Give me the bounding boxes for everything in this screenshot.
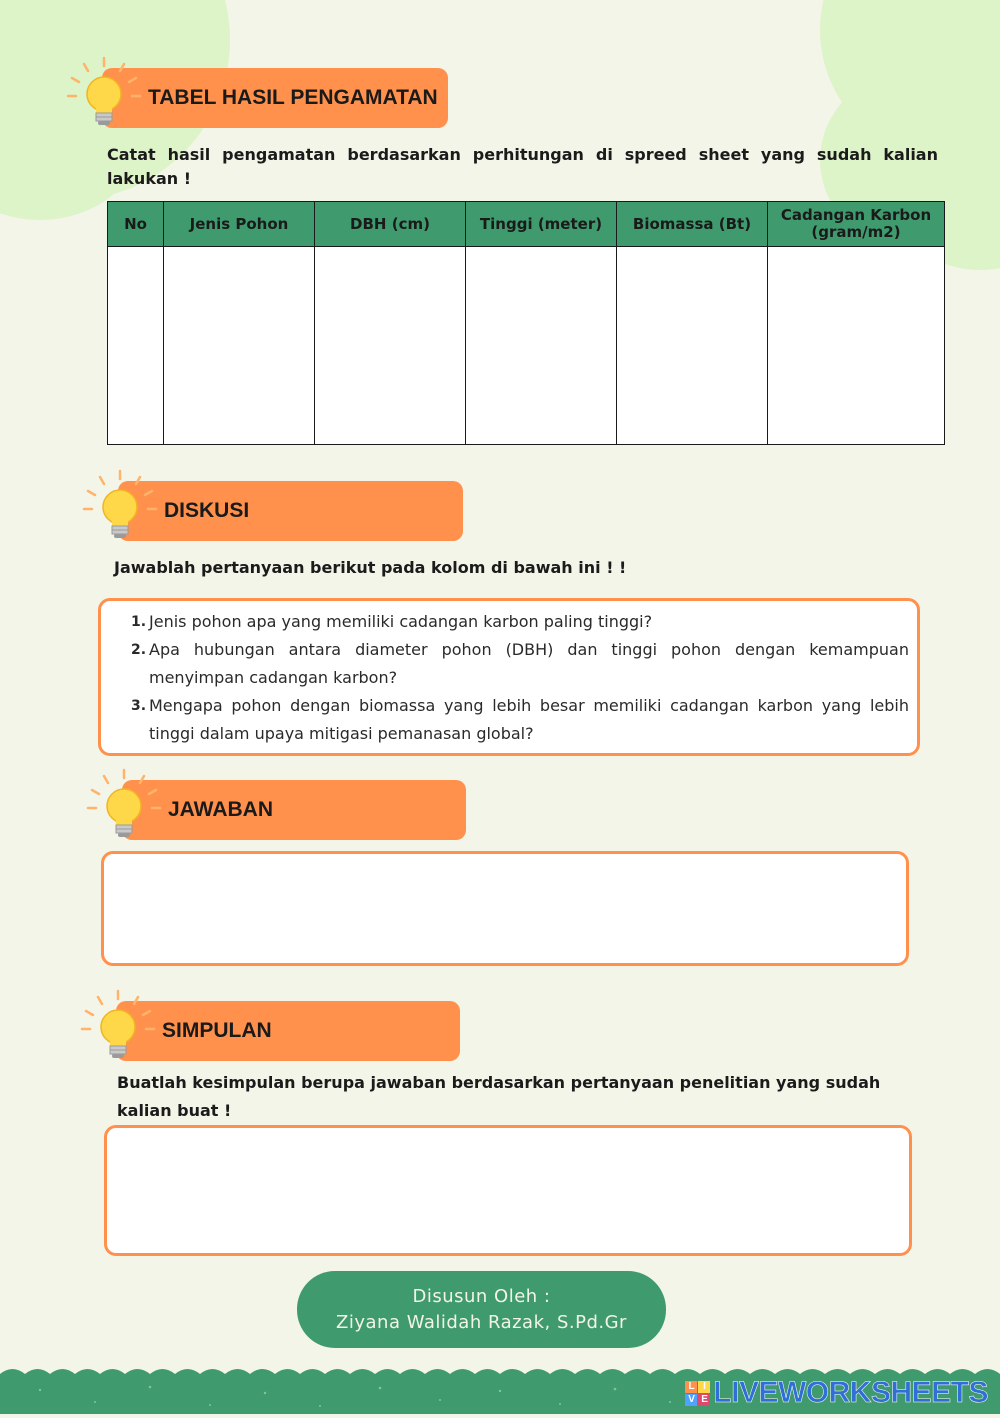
lightbulb-icon	[80, 467, 160, 547]
table-cell-tinggi[interactable]	[466, 247, 617, 445]
question-number: 1.	[131, 614, 147, 630]
question-item	[109, 692, 909, 748]
question-number: 3.	[131, 698, 147, 714]
question-text: Jenis pohon apa yang memiliki cadangan karbon paling tinggi?	[149, 612, 653, 631]
question-number: 2.	[131, 642, 147, 658]
author-credit	[297, 1271, 666, 1348]
column-header-biomassa: Biomassa (Bt)	[617, 202, 768, 247]
discussion-instruction: Jawablah pertanyaan berikut pada kolom di bawah ini ! !	[114, 558, 627, 577]
answer-title: JAWABAN	[122, 780, 466, 840]
liveworksheets-wordmark: LIVEWORKSHEETS	[713, 1376, 988, 1409]
observation-header	[72, 68, 448, 128]
conclusion-instruction: Buatlah kesimpulan berupa jawaban berdasarkan pertanyaan penelitian yang sudah kalian buat !	[117, 1073, 881, 1120]
question-text: Apa hubungan antara diameter pohon (DBH) dan tinggi pohon dengan kemampuan menyimpan cadangan karbon?	[149, 640, 909, 687]
conclusion-header	[86, 1001, 460, 1061]
column-header-jenis-pohon: Jenis Pohon	[164, 202, 315, 247]
credit-author: Ziyana Walidah Razak, S.Pd.Gr	[336, 1311, 627, 1333]
liveworksheets-logo	[685, 1376, 988, 1410]
table-cell-cadangan-karbon[interactable]	[768, 247, 945, 445]
conclusion-title: SIMPULAN	[116, 1001, 460, 1061]
question-text: Mengapa pohon dengan biomassa yang lebih besar memiliki cadangan karbon yang lebih tinggi dalam upaya mitigasi pemanasan global?	[149, 696, 909, 743]
table-cell-no[interactable]	[108, 247, 164, 445]
question-list	[109, 608, 909, 748]
observation-title: TABEL HASIL PENGAMATAN	[102, 68, 448, 128]
discussion-header	[88, 481, 463, 541]
column-header-no: No	[108, 202, 164, 247]
lightbulb-icon	[84, 766, 164, 846]
column-header-tinggi: Tinggi (meter)	[466, 202, 617, 247]
liveworksheets-badge: L I V E	[685, 1381, 710, 1406]
table-cell-jenis-pohon[interactable]	[164, 247, 315, 445]
column-header-cadangan-karbon: Cadangan Karbon (gram/m2)	[768, 202, 945, 247]
credit-label: Disusun Oleh :	[412, 1285, 551, 1307]
table-cell-biomassa[interactable]	[617, 247, 768, 445]
question-item	[109, 608, 909, 636]
lightbulb-icon	[64, 54, 144, 134]
discussion-questions-box	[98, 598, 920, 756]
table-cell-dbh[interactable]	[315, 247, 466, 445]
answer-header	[92, 780, 466, 840]
observation-instruction: Catat hasil pengamatan berdasarkan perhitungan di spreed sheet yang sudah kalian lakukan !	[107, 145, 938, 188]
question-item	[109, 636, 909, 692]
column-header-dbh: DBH (cm)	[315, 202, 466, 247]
lightbulb-icon	[78, 987, 158, 1067]
conclusion-input-box[interactable]	[104, 1125, 912, 1256]
answer-input-box[interactable]	[101, 851, 909, 966]
discussion-title: DISKUSI	[118, 481, 463, 541]
observation-table	[107, 201, 945, 445]
